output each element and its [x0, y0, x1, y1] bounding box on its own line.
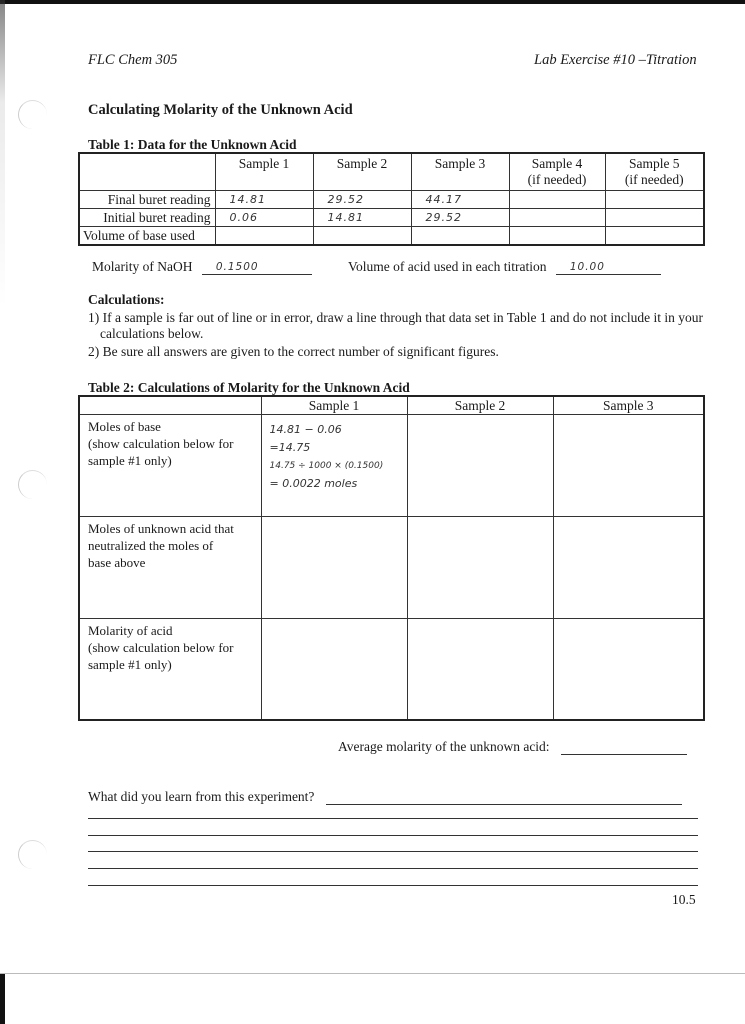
- acid-volume-label: Volume of acid used in each titration: [348, 259, 547, 274]
- cell-initial-sample1[interactable]: 0.06: [215, 209, 313, 227]
- cell-final-sample4[interactable]: [509, 191, 605, 209]
- handwritten-work-line: = 0.0022 moles: [269, 477, 358, 490]
- label-line: (show calculation below for: [88, 640, 234, 655]
- table-row: [79, 415, 704, 517]
- label-line: base above: [88, 555, 146, 570]
- answer-line[interactable]: [88, 835, 698, 836]
- handwritten-work-line: 14.75 ÷ 1000 × (0.1500): [269, 461, 384, 471]
- table2-col-sample1: Sample 1: [261, 396, 407, 415]
- naoh-molarity-input[interactable]: [202, 258, 312, 275]
- label-line: Moles of unknown acid that: [88, 521, 234, 536]
- cell-volume-sample2[interactable]: [313, 227, 411, 246]
- label-line: sample #1 only): [88, 657, 172, 672]
- table1-corner: [79, 153, 215, 191]
- acid-volume-field: [348, 258, 661, 275]
- handwritten-work-line: =14.75: [269, 441, 311, 454]
- average-molarity-input[interactable]: [561, 738, 687, 755]
- punch-hole-mark: [18, 100, 47, 129]
- cell-moles-base-sample1[interactable]: [261, 415, 407, 517]
- cell-final-sample5[interactable]: [605, 191, 704, 209]
- cell-volume-sample4[interactable]: [509, 227, 605, 246]
- answer-line[interactable]: [88, 818, 698, 819]
- course-header: FLC Chem 305: [88, 52, 178, 68]
- acid-volume-value: 10.00: [569, 261, 605, 273]
- scan-edge-left: [0, 0, 5, 1024]
- cell-initial-sample3[interactable]: 29.52: [411, 209, 509, 227]
- table-row: [79, 191, 704, 209]
- calculation-instruction-1: 1) If a sample is far out of line or in error, draw a line through that data set in Table 1 and do not include it in your calculations below.: [88, 310, 703, 341]
- cell-moles-acid-sample1[interactable]: [261, 517, 407, 619]
- table1-caption: Table 1: Data for the Unknown Acid: [88, 137, 297, 152]
- table1-col-sample4: Sample 4 (if needed): [509, 153, 605, 191]
- scan-edge-top: [0, 0, 745, 4]
- row-label-initial-buret: Initial buret reading: [79, 209, 215, 227]
- average-molarity-label: Average molarity of the unknown acid:: [338, 739, 550, 754]
- naoh-molarity-value: 0.1500: [215, 261, 259, 273]
- label-line: neutralized the moles of: [88, 538, 214, 553]
- table2-header-row: [79, 396, 704, 415]
- learn-answer-input[interactable]: [326, 788, 682, 805]
- scan-edge-bottom: [0, 973, 745, 974]
- cell-molarity-sample1[interactable]: [261, 619, 407, 720]
- row-label-final-buret: Final buret reading: [79, 191, 215, 209]
- label-line: Moles of base: [88, 419, 161, 434]
- naoh-molarity-field: [92, 258, 312, 275]
- row-label-molarity-acid: [79, 619, 261, 720]
- cell-volume-sample5[interactable]: [605, 227, 704, 246]
- table2-corner: [79, 396, 261, 415]
- answer-line[interactable]: [88, 851, 698, 852]
- cell-volume-sample3[interactable]: [411, 227, 509, 246]
- table1-col-sample1: Sample 1: [215, 153, 313, 191]
- table1-data: [78, 152, 705, 246]
- cell-final-sample2[interactable]: 29.52: [313, 191, 411, 209]
- table2-col-sample2: Sample 2: [407, 396, 553, 415]
- learn-question-label: What did you learn from this experiment?: [88, 789, 315, 804]
- table1-col-sample2: Sample 2: [313, 153, 411, 191]
- label-line: Molarity of acid: [88, 623, 173, 638]
- calculation-instruction-2: 2) Be sure all answers are given to the correct number of significant figures.: [88, 344, 499, 359]
- cell-molarity-sample3[interactable]: [553, 619, 704, 720]
- label-line: (show calculation below for: [88, 436, 234, 451]
- cell-moles-acid-sample2[interactable]: [407, 517, 553, 619]
- average-molarity-field: [338, 738, 687, 755]
- row-label-moles-acid: [79, 517, 261, 619]
- calculations-title: Calculations:: [88, 292, 165, 307]
- table2-caption: Table 2: Calculations of Molarity for the Unknown Acid: [88, 380, 410, 395]
- punch-hole-mark: [18, 840, 47, 869]
- cell-moles-acid-sample3[interactable]: [553, 517, 704, 619]
- cell-moles-base-sample2[interactable]: [407, 415, 553, 517]
- cell-moles-base-sample3[interactable]: [553, 415, 704, 517]
- answer-line[interactable]: [88, 885, 698, 886]
- answer-line[interactable]: [88, 868, 698, 869]
- page-number: 10.5: [672, 892, 696, 907]
- cell-initial-sample4[interactable]: [509, 209, 605, 227]
- punch-hole-mark: [18, 470, 47, 499]
- table2-calculations: [78, 395, 705, 721]
- table-row: [79, 209, 704, 227]
- label-line: sample #1 only): [88, 453, 172, 468]
- acid-volume-input[interactable]: [556, 258, 661, 275]
- cell-initial-sample5[interactable]: [605, 209, 704, 227]
- table-row: [79, 227, 704, 246]
- lab-header: Lab Exercise #10 –Titration: [534, 52, 697, 68]
- section-title: Calculating Molarity of the Unknown Acid: [88, 102, 353, 118]
- table1-col-sample5: Sample 5 (if needed): [605, 153, 704, 191]
- cell-molarity-sample2[interactable]: [407, 619, 553, 720]
- table2-col-sample3: Sample 3: [553, 396, 704, 415]
- cell-volume-sample1[interactable]: [215, 227, 313, 246]
- learn-question-field: [88, 788, 682, 805]
- scan-edge-corner: [0, 974, 5, 1024]
- table1-header-row: [79, 153, 704, 191]
- row-label-moles-base: [79, 415, 261, 517]
- cell-initial-sample2[interactable]: 14.81: [313, 209, 411, 227]
- table1-col-sample3: Sample 3: [411, 153, 509, 191]
- table-row: [79, 619, 704, 720]
- cell-final-sample3[interactable]: 44.17: [411, 191, 509, 209]
- table-row: [79, 517, 704, 619]
- row-label-volume-base: Volume of base used: [79, 227, 215, 246]
- handwritten-work-line: 14.81 − 0.06: [269, 423, 342, 436]
- naoh-molarity-label: Molarity of NaOH: [92, 259, 193, 274]
- cell-final-sample1[interactable]: 14.81: [215, 191, 313, 209]
